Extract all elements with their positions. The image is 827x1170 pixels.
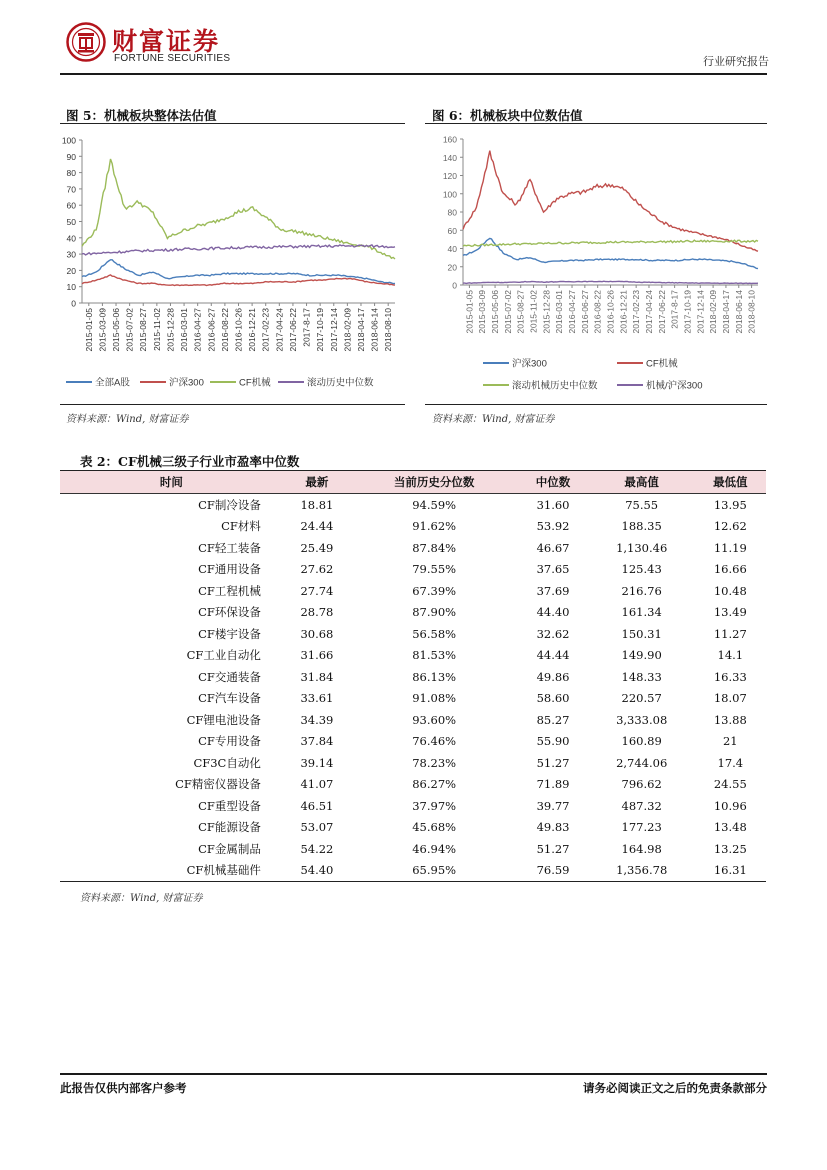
y-tick-label: 160 (442, 134, 457, 145)
table-row (60, 559, 766, 581)
table-cell: 53.92 (536, 519, 570, 534)
row-label: CF专用设备 (198, 734, 261, 749)
table-row (60, 860, 766, 882)
table-cell: 87.90% (412, 605, 457, 620)
table-row (60, 516, 766, 538)
x-tick-label: 2018-04-17 (355, 308, 366, 352)
table-cell: 11.27 (713, 626, 747, 641)
table-cell: 12.62 (713, 519, 747, 534)
figure6-top-rule (425, 123, 767, 124)
table-cell: 24.55 (713, 777, 747, 792)
x-tick-label: 2017-10-19 (682, 290, 693, 334)
column-header: 当前历史分位数 (351, 471, 517, 494)
table-cell: 93.60% (412, 712, 457, 727)
legend-label: CF机械 (239, 377, 271, 389)
series-line (463, 240, 758, 246)
footer-rule (60, 1073, 767, 1075)
y-tick-label: 60 (447, 225, 457, 236)
column-header: 最新 (283, 471, 351, 494)
table-cell: 46.51 (300, 798, 334, 813)
company-name-en: FORTUNE SECURITIES (114, 53, 231, 64)
row-label: CF环保设备 (198, 605, 261, 620)
table-cell: 13.48 (713, 820, 747, 835)
table-cell: 75.55 (625, 497, 659, 512)
table-row (60, 645, 766, 667)
x-tick-label: 2016-08-22 (219, 308, 230, 352)
table-cell: 149.90 (621, 648, 662, 663)
x-tick-label: 2016-03-01 (179, 308, 190, 352)
x-tick-label: 2016-06-27 (579, 290, 590, 334)
x-tick-label: 2015-07-02 (502, 290, 513, 334)
x-tick-label: 2015-01-05 (83, 308, 94, 352)
table2-grid (60, 470, 766, 882)
table-cell: 2,744.06 (616, 755, 668, 770)
x-tick-label: 2018-02-09 (342, 308, 353, 352)
table-cell: 54.22 (300, 841, 334, 856)
row-label: CF交通装备 (198, 669, 261, 684)
x-tick-label: 2016-12-21 (618, 290, 629, 334)
table-cell: 76.59 (517, 860, 588, 882)
row-label: CF锂电池设备 (186, 712, 261, 727)
row-label: CF工业自动化 (186, 648, 261, 663)
row-label: CF制冷设备 (198, 497, 261, 512)
x-tick-label: 2017-8-17 (301, 308, 312, 347)
x-tick-label: 2017-04-24 (643, 290, 654, 334)
table-cell: 81.53% (412, 648, 457, 663)
table-cell: 33.61 (300, 691, 334, 706)
x-tick-label: 2018-08-10 (383, 308, 394, 352)
table-cell: 10.96 (713, 798, 747, 813)
table-cell: 49.86 (536, 669, 570, 684)
figure5-source: 资料来源：Wind, 财富证券 (66, 414, 189, 425)
header-rule (60, 73, 767, 75)
table-cell: 78.23% (412, 755, 457, 770)
figure6-title: 图 6：机械板块中位数估值 (432, 108, 583, 123)
table-cell: 58.60 (536, 691, 570, 706)
y-tick-label: 0 (452, 280, 457, 291)
x-tick-label: 2016-08-22 (592, 290, 603, 334)
table-cell: 51.27 (536, 755, 570, 770)
x-tick-label: 2016-10-26 (605, 290, 616, 334)
x-tick-label: 2018-04-17 (720, 290, 731, 334)
table-cell: 14.1 (717, 648, 744, 663)
table-cell: 87.84% (412, 540, 457, 555)
table-cell: 18.81 (300, 497, 334, 512)
row-label: CF能源设备 (198, 820, 261, 835)
figure5-top-rule (60, 123, 405, 124)
table-cell: 18.07 (713, 691, 747, 706)
legend-label: 滚动机械历史中位数 (512, 380, 598, 392)
x-tick-label: 2018-02-09 (708, 290, 719, 334)
table-cell: 31.60 (536, 497, 570, 512)
table-cell: 11.19 (713, 540, 747, 555)
row-label: CF材料 (221, 519, 261, 534)
table-cell: 94.59% (412, 497, 457, 512)
table-cell: 177.23 (621, 820, 662, 835)
row-label: CF精密仪器设备 (175, 777, 261, 792)
table-cell: 1,130.46 (616, 540, 668, 555)
table2-title: 表 2：CF机械三级子行业市盈率中位数 (80, 454, 300, 469)
x-tick-label: 2015-11-02 (528, 290, 539, 333)
x-tick-label: 2018-06-14 (733, 290, 744, 334)
series-line (82, 260, 395, 284)
table-cell: 37.65 (536, 562, 570, 577)
table-cell: 54.40 (283, 860, 351, 882)
table-cell: 91.08% (412, 691, 457, 706)
table-row (60, 731, 766, 753)
table-cell: 13.49 (713, 605, 747, 620)
y-tick-label: 90 (66, 151, 76, 162)
table-cell: 25.49 (300, 540, 334, 555)
y-tick-label: 80 (447, 207, 457, 218)
row-label: CF楼宇设备 (198, 626, 261, 641)
table-cell: 16.33 (713, 669, 747, 684)
table-cell: 216.76 (621, 583, 662, 598)
table-cell: 56.58% (412, 626, 457, 641)
table-cell: 3,333.08 (616, 712, 668, 727)
x-tick-label: 2015-05-06 (490, 290, 501, 334)
report-type: 行业研究报告 (703, 55, 769, 68)
table-row (60, 537, 766, 559)
table-cell: 67.39% (412, 583, 457, 598)
table-cell: 796.62 (621, 777, 662, 792)
table-cell: 37.69 (536, 583, 570, 598)
table-row (60, 795, 766, 817)
x-tick-label: 2016-12-21 (247, 308, 258, 352)
series-line (463, 281, 758, 283)
x-tick-label: 2015-12-28 (165, 308, 176, 352)
x-tick-label: 2016-06-27 (206, 308, 217, 352)
figure5-bottom-rule (60, 404, 405, 405)
series-line (82, 159, 395, 259)
y-tick-label: 100 (442, 189, 457, 200)
x-tick-label: 2017-02-23 (631, 290, 642, 334)
x-tick-label: 2018-06-14 (369, 308, 380, 352)
table-cell: 160.89 (621, 734, 662, 749)
table-cell: 86.13% (412, 669, 457, 684)
column-header: 时间 (60, 471, 283, 494)
table-cell: 39.77 (536, 798, 570, 813)
table-cell: 51.27 (536, 841, 570, 856)
table-cell: 34.39 (300, 712, 334, 727)
x-tick-label: 2017-10-19 (315, 308, 326, 352)
series-line (82, 245, 395, 255)
column-header: 最低值 (695, 471, 766, 494)
figure6-chart (425, 130, 767, 402)
y-tick-label: 40 (447, 244, 457, 254)
company-logo (66, 22, 106, 62)
x-tick-label: 2015-03-09 (477, 290, 488, 334)
row-label: CF汽车设备 (198, 691, 261, 706)
table-cell: 220.57 (621, 691, 662, 706)
footer-left: 此报告仅供内部客户参考 (60, 1081, 187, 1095)
table-cell: 44.44 (536, 648, 570, 663)
table-row (60, 580, 766, 602)
x-tick-label: 2015-12-28 (541, 290, 552, 334)
table-cell: 85.27 (536, 712, 570, 727)
table-cell: 45.68% (412, 820, 457, 835)
x-tick-label: 2017-06-22 (287, 308, 298, 352)
figure6-bottom-rule (425, 404, 767, 405)
company-name-cn: 财富证券 (112, 27, 221, 56)
y-tick-label: 120 (442, 171, 457, 181)
table-cell: 21 (722, 734, 738, 749)
x-tick-label: 2017-04-24 (274, 308, 285, 352)
table-cell: 37.84 (300, 734, 334, 749)
table-row (60, 838, 766, 860)
y-tick-label: 100 (61, 135, 76, 146)
table-row (60, 774, 766, 796)
table-cell: 28.78 (300, 605, 334, 620)
logo-emblem-icon (66, 22, 106, 62)
table-cell: 55.90 (536, 734, 570, 749)
table-cell: 27.74 (300, 583, 334, 598)
y-tick-label: 0 (71, 298, 76, 309)
x-tick-label: 2017-12-14 (328, 308, 339, 352)
y-tick-label: 40 (66, 233, 76, 244)
x-tick-label: 2015-08-27 (515, 290, 526, 334)
table-row (60, 688, 766, 710)
table-row (60, 602, 766, 624)
table-cell: 13.25 (713, 841, 747, 856)
legend-label: 滚动历史中位数 (307, 377, 374, 389)
row-label: CF通用设备 (198, 562, 261, 577)
table-cell: 31.84 (300, 669, 334, 684)
table-cell: 46.67 (536, 540, 570, 555)
y-tick-label: 20 (66, 265, 76, 276)
table-cell: 31.66 (300, 648, 334, 663)
table-row (60, 494, 766, 516)
x-tick-label: 2015-11-02 (151, 308, 162, 351)
legend-label: 机械/沪深300 (646, 380, 703, 392)
y-tick-label: 60 (66, 200, 76, 211)
table-row (60, 623, 766, 645)
table-cell: 161.34 (621, 605, 662, 620)
legend-label: 沪深300 (512, 358, 547, 370)
x-tick-label: 2018-08-10 (746, 290, 757, 334)
table-cell: 30.68 (300, 626, 334, 641)
column-header: 最高值 (589, 471, 695, 494)
y-tick-label: 80 (66, 168, 76, 179)
x-tick-label: 2015-07-02 (124, 308, 135, 352)
series-line (463, 151, 758, 252)
table-row (60, 817, 766, 839)
table2 (60, 470, 766, 882)
table-cell: 164.98 (621, 841, 662, 856)
table-cell: 76.46% (412, 734, 457, 749)
table-cell: 53.07 (300, 820, 334, 835)
row-label: CF工程机械 (198, 583, 261, 598)
table-cell: 79.55% (412, 562, 457, 577)
table-cell: 16.66 (713, 562, 747, 577)
x-tick-label: 2016-04-27 (192, 308, 203, 352)
y-tick-label: 70 (66, 184, 76, 195)
row-label: CF机械基础件 (60, 860, 283, 882)
table-cell: 65.95% (351, 860, 517, 882)
table-cell: 17.4 (717, 755, 744, 770)
table-cell: 91.62% (412, 519, 457, 534)
row-label: CF轻工装备 (198, 540, 261, 555)
table-cell: 13.88 (713, 712, 747, 727)
table-cell: 16.31 (695, 860, 766, 882)
x-tick-label: 2015-03-09 (97, 308, 108, 352)
table-cell: 188.35 (621, 519, 662, 534)
table-cell: 44.40 (536, 605, 570, 620)
table-cell: 24.44 (300, 519, 334, 534)
figure5-chart (60, 130, 405, 402)
table-cell: 71.89 (536, 777, 570, 792)
table-cell: 487.32 (621, 798, 662, 813)
table-cell: 10.48 (713, 583, 747, 598)
row-label: CF3C自动化 (193, 755, 261, 770)
footer-right: 请务必阅读正文之后的免责条款部分 (583, 1081, 767, 1095)
figure5-title: 图 5：机械板块整体法估值 (66, 108, 217, 123)
figure5-chart-svg (60, 130, 405, 402)
legend-label: 沪深300 (169, 377, 204, 389)
table-row (60, 709, 766, 731)
x-tick-label: 2017-06-22 (656, 290, 667, 334)
table-cell: 86.27% (412, 777, 457, 792)
table-row (60, 752, 766, 774)
table-row (60, 666, 766, 688)
legend-label: CF机械 (646, 358, 678, 370)
table-cell: 27.62 (300, 562, 334, 577)
y-tick-label: 20 (447, 262, 457, 273)
x-tick-label: 2017-8-17 (669, 290, 680, 329)
table-cell: 46.94% (412, 841, 457, 856)
figure6-source: 资料来源：Wind, 财富证券 (432, 414, 555, 425)
figure6-chart-svg (425, 130, 767, 402)
row-label: CF金属制品 (198, 841, 261, 856)
y-tick-label: 140 (442, 152, 457, 163)
table2-source: 资料来源：Wind, 财富证券 (80, 893, 203, 904)
table-cell: 39.14 (300, 755, 334, 770)
table-cell: 150.31 (621, 626, 662, 641)
column-header: 中位数 (517, 471, 588, 494)
x-tick-label: 2015-01-05 (464, 290, 475, 334)
x-tick-label: 2016-04-27 (567, 290, 578, 334)
table-cell: 13.95 (713, 497, 747, 512)
x-tick-label: 2017-02-23 (260, 308, 271, 352)
table-cell: 1,356.78 (589, 860, 695, 882)
table-cell: 125.43 (621, 562, 662, 577)
y-tick-label: 30 (66, 249, 76, 260)
legend-label: 全部A股 (95, 377, 130, 389)
table-header-row (60, 471, 766, 494)
x-tick-label: 2015-05-06 (111, 308, 122, 352)
y-tick-label: 10 (66, 282, 76, 293)
x-tick-label: 2015-08-27 (138, 308, 149, 352)
x-tick-label: 2016-03-01 (554, 290, 565, 334)
row-label: CF重型设备 (198, 798, 261, 813)
y-tick-label: 50 (66, 217, 76, 227)
table-cell: 32.62 (536, 626, 570, 641)
series-line (463, 238, 758, 268)
table-cell: 148.33 (621, 669, 662, 684)
x-tick-label: 2017-12-14 (695, 290, 706, 334)
x-tick-label: 2016-10-26 (233, 308, 244, 352)
table-cell: 49.83 (536, 820, 570, 835)
table-cell: 37.97% (412, 798, 457, 813)
table-cell: 41.07 (300, 777, 334, 792)
